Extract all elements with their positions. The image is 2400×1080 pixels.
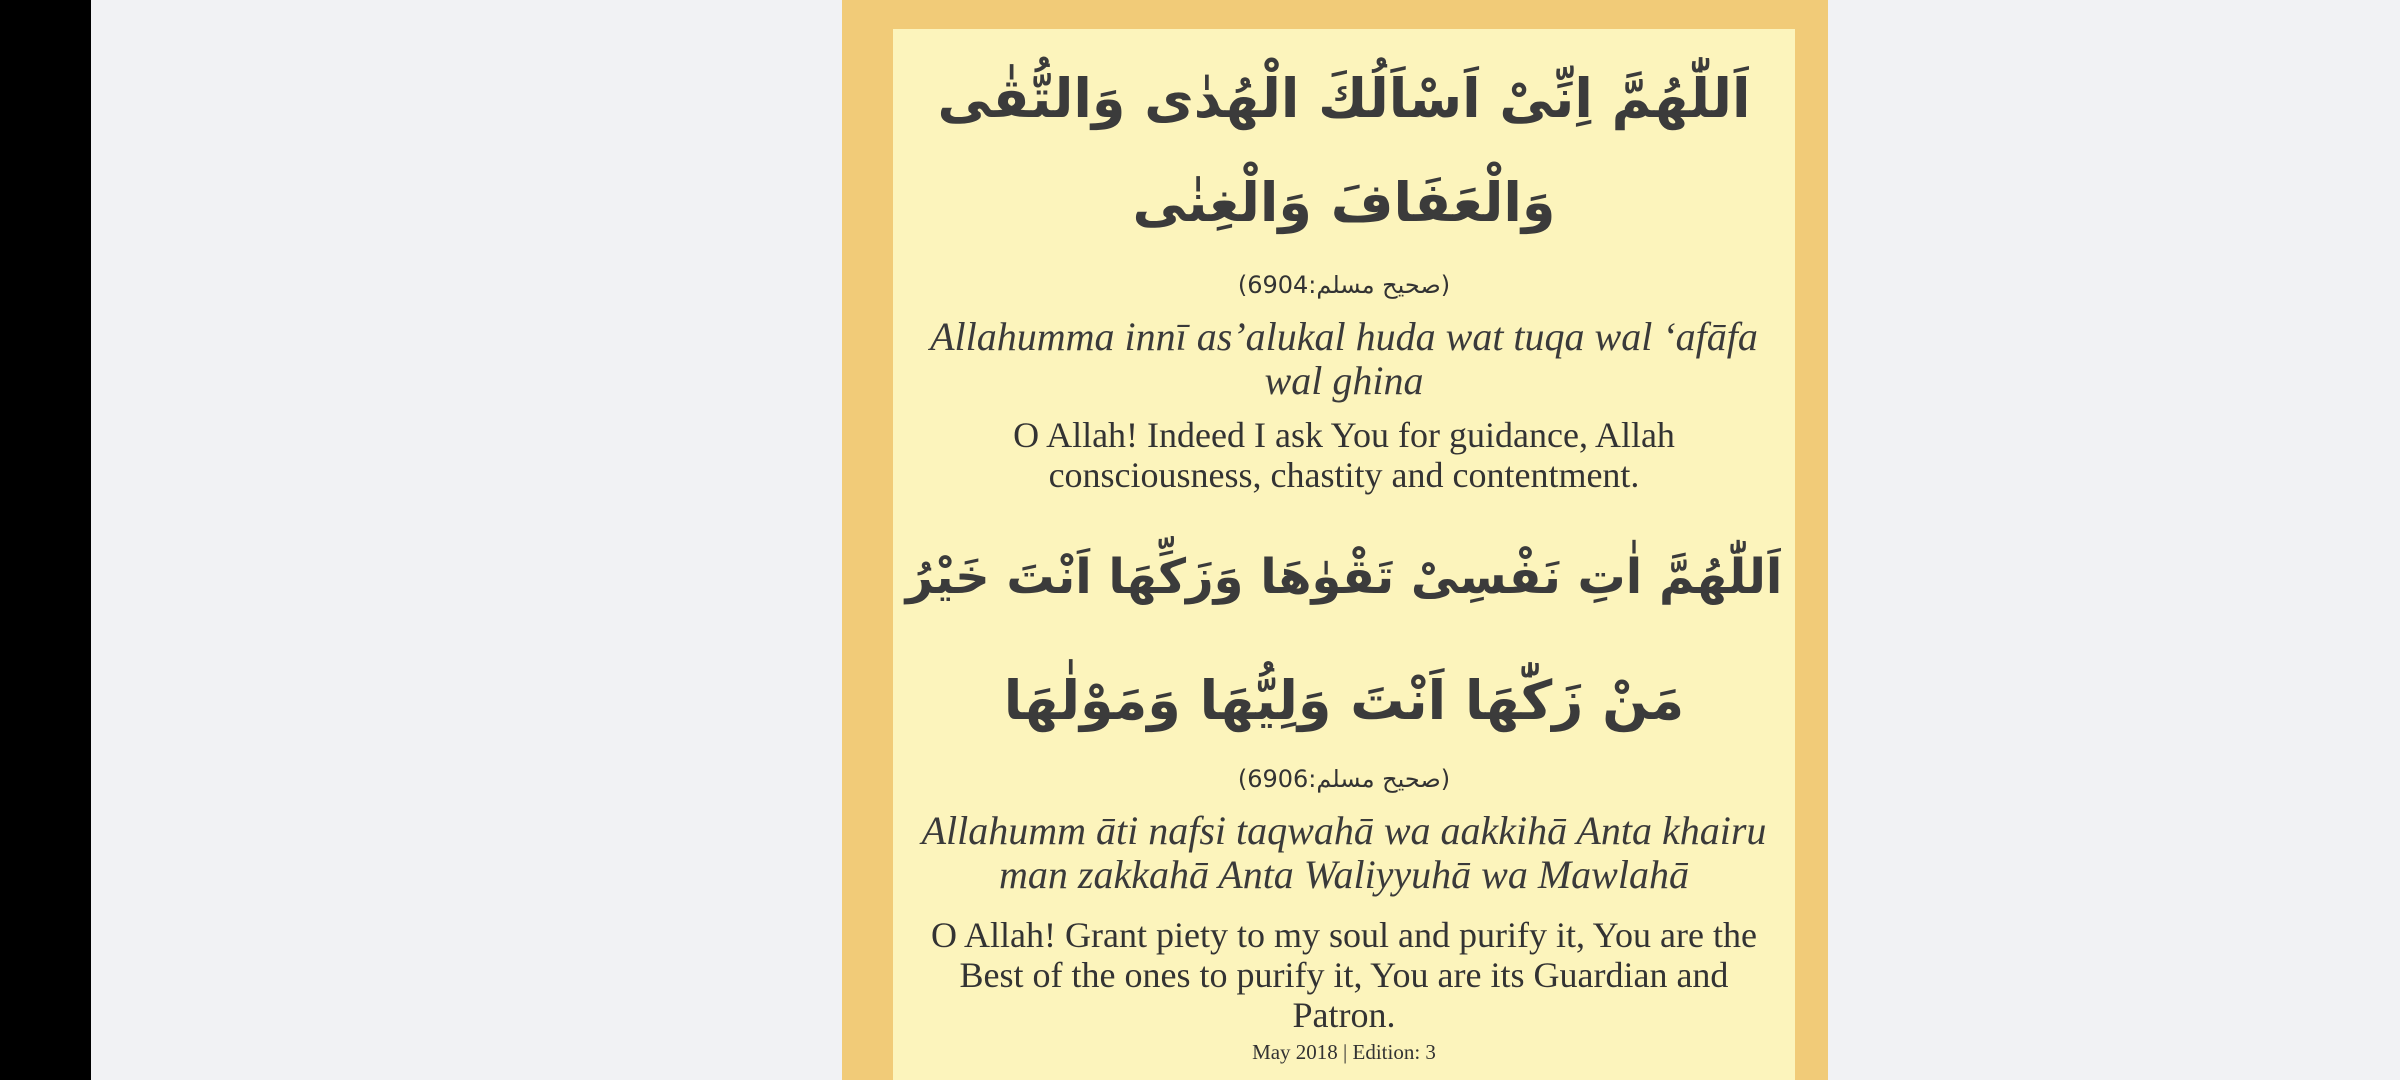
dua1-translation: O Allah! Indeed I ask You for guidance, Allah consciousness, chastity and contentment. <box>1013 415 1675 495</box>
document-page <box>842 0 1828 1080</box>
dua2-arabic-line1: اَللّٰهُمَّ اٰتِ نَفْسِىْ تَقْوٰهَا وَزَكِّهَا اَنْتَ خَيْرُ <box>905 549 1783 605</box>
left-sidebar-bar <box>0 0 91 1080</box>
edition-footer: May 2018 | Edition: 3 <box>1252 1040 1436 1064</box>
dua1-arabic-line1: اَللّٰهُمَّ اِنِّىْ اَسْاَلُكَ الْهُدٰى وَالتُّقٰى <box>937 67 1751 130</box>
document-viewer[interactable] <box>91 0 2400 1080</box>
dua1-reference: (صحيح مسلم:6904) <box>1237 271 1451 299</box>
dua1-arabic-line2: وَالْعَفَافَ وَالْغِنٰى <box>1132 171 1556 234</box>
dua2-transliteration: Allahumm āti nafsi taqwahā wa aakkihā Anta khairu man zakkahā Anta Waliyyuhā wa Mawlahā <box>921 808 1767 897</box>
dua2-reference: (صحيح مسلم:6906) <box>1237 765 1451 793</box>
page-content <box>893 29 1795 1080</box>
dua2-translation: O Allah! Grant piety to my soul and purify it, You are the Best of the ones to purify it, You are its Guardian and Patron. <box>931 915 1757 1035</box>
dua2-arabic-line2: مَنْ زَكّٰهَا اَنْتَ وَلِيُّهَا وَمَوْلٰهَا <box>1003 669 1685 732</box>
dua1-transliteration: Allahumma innī as’alukal huda wat tuqa wal ‘afāfa wal ghina <box>930 314 1758 403</box>
